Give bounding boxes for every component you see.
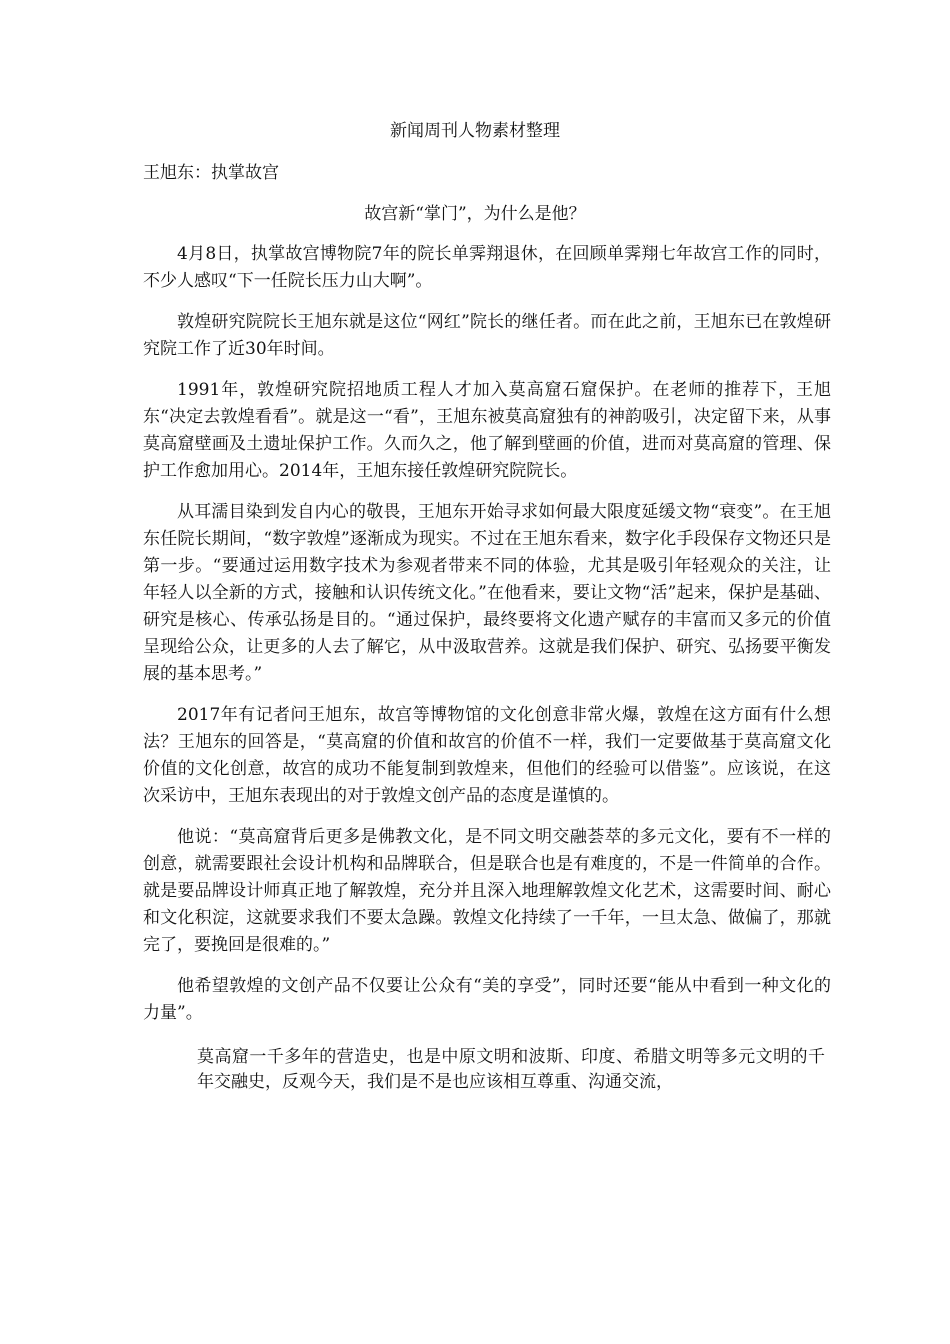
document-subtitle: 王旭东：执掌故宫 — [143, 163, 279, 183]
paragraph: 4月8日，执掌故宫博物院7年的院长单霁翔退休，在回顾单霁翔七年故宫工作的同时，不少人感叹“下一任院长压力山大啊”。 — [143, 244, 831, 291]
paragraph: 他说：“莫高窟背后更多是佛教文化，是不同文明交融荟萃的多元文化，要有不一样的创意，就需要跟社会设计机构和品牌联合，但是联合也是有难度的，不是一件简单的合作。就是要品牌设计师真正地了解敦煌，充分并且深入地理解敦煌文化艺术，这需要时间、耐心和文化积淀，这就要求我们不要太急躁。敦煌文化持续了一千年，一旦太急、做偏了，那就完了，要挽回是很难的。” — [143, 827, 831, 955]
article-body — [143, 241, 831, 1109]
paragraph: 1991年，敦煌研究院招地质工程人才加入莫高窟石窟保护。在老师的推荐下，王旭东“决定去敦煌看看”。就是这一“看”，王旭东被莫高窟独有的神韵吸引，决定留下来，从事莫高窟壁画及土遗址保护工作。久而久之，他了解到壁画的价值，进而对莫高窟的管理、保护工作愈加用心。2014年，王旭东接任敦煌研究院院长。 — [143, 380, 831, 481]
paragraph: 从耳濡目染到发自内心的敬畏，王旭东开始寻求如何最大限度延缓文物“衰变”。在王旭东任院长期间，“数字敦煌”逐渐成为现实。不过在王旭东看来，数字化手段保存文物还只是第一步。“要通过运用数字技术为参观者带来不同的体验，尤其是吸引年轻观众的关注，让年轻人以全新的方式，接触和认识传统文化。”在他看来，要让文物“活”起来，保护是基础、研究是核心、传承弘扬是目的。“通过保护，最终要将文化遗产赋存的丰富而又多元的价值呈现给公众，让更多的人去了解它，从中汲取营养。这就是我们保护、研究、弘扬要平衡发展的基本思考。” — [143, 502, 831, 684]
document-title: 新闻周刊人物素材整理 — [390, 121, 560, 141]
article-headline: 故宫新“掌门”，为什么是他？ — [364, 204, 586, 224]
quote-paragraph: 莫高窟一千多年的营造史，也是中原文明和波斯、印度、希腊文明等多元文明的千年交融史，反观今天，我们是不是也应该相互尊重、沟通交流， — [197, 1047, 825, 1092]
paragraph: 2017年有记者问王旭东，故宫等博物馆的文化创意非常火爆，敦煌在这方面有什么想法？王旭东的回答是，“莫高窟的价值和故宫的价值不一样，我们一定要做基于莫高窟文化价值的文化创意，故宫的成功不能复制到敦煌来，但他们的经验可以借鉴”。应该说，在这次采访中，王旭东表现出的对于敦煌文创产品的态度是谨慎的。 — [143, 705, 831, 806]
paragraph: 敦煌研究院院长王旭东就是这位“网红”院长的继任者。而在此之前，王旭东已在敦煌研究院工作了近30年时间。 — [143, 312, 831, 359]
paragraph: 他希望敦煌的文创产品不仅要让公众有“美的享受”，同时还要“能从中看到一种文化的力量”。 — [143, 976, 831, 1023]
